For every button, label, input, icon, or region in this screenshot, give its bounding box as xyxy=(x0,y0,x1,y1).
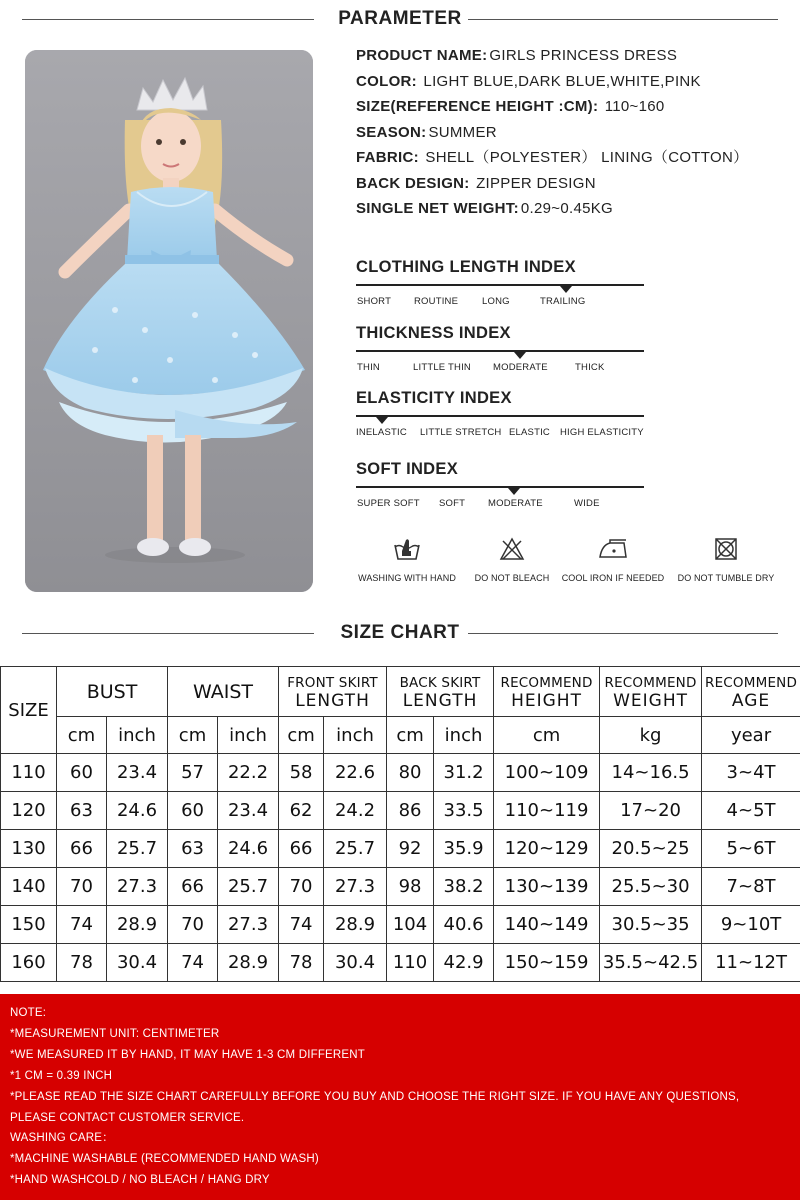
header-rule-right xyxy=(468,633,778,634)
index-scale-bar xyxy=(356,350,644,352)
param-value: LIGHT BLUE,DARK BLUE,WHITE,PINK xyxy=(418,72,701,90)
size-chart-table xyxy=(0,666,800,982)
table-cell: 25.7 xyxy=(107,830,168,868)
param-value: SHELL（POLYESTER） LINING（COTTON） xyxy=(420,149,749,166)
care-no-tumble-dry xyxy=(674,537,778,583)
param-product-name xyxy=(356,45,796,71)
index-title: SOFT INDEX xyxy=(356,460,459,478)
unit-cell: cm xyxy=(494,717,600,754)
product-photo xyxy=(25,50,313,592)
table-cell: 62 xyxy=(279,792,324,830)
table-cell: 57 xyxy=(168,754,218,792)
unit-cell: cm xyxy=(279,717,324,754)
table-cell: 74 xyxy=(279,906,324,944)
table-cell: 58 xyxy=(279,754,324,792)
table-cell: 140~149 xyxy=(494,906,600,944)
table-header-row xyxy=(1,667,800,717)
table-cell: 74 xyxy=(57,906,107,944)
table-cell: 78 xyxy=(279,944,324,982)
parameter-title: PARAMETER xyxy=(338,8,462,29)
table-body xyxy=(1,754,800,982)
table-cell: 70 xyxy=(279,868,324,906)
table-cell: 9~10T xyxy=(702,906,800,944)
table-cell: 66 xyxy=(57,830,107,868)
param-key: BACK DESIGN: xyxy=(356,174,470,192)
table-cell: 4~5T xyxy=(702,792,800,830)
note-line: NOTE: xyxy=(10,1007,47,1019)
index-label: SUPER SOFT xyxy=(357,498,420,509)
param-key: FABRIC: xyxy=(356,149,419,166)
table-cell: 17~20 xyxy=(600,792,702,830)
table-cell: 110~119 xyxy=(494,792,600,830)
index-label: THICK xyxy=(575,362,605,373)
header-line: LENGTH xyxy=(295,690,370,711)
param-color xyxy=(356,71,796,97)
table-row xyxy=(1,830,800,868)
rec-weight-header xyxy=(600,667,702,717)
rec-height-header xyxy=(494,667,600,717)
index-marker-icon xyxy=(508,488,520,495)
index-label: HIGH ELASTICITY xyxy=(560,427,644,438)
param-fabric xyxy=(356,147,796,173)
index-label: SOFT xyxy=(439,498,466,509)
table-cell: 63 xyxy=(57,792,107,830)
size-chart-title: SIZE CHART xyxy=(340,622,460,643)
unit-cell: inch xyxy=(218,717,279,754)
table-cell: 60 xyxy=(168,792,218,830)
param-net-weight xyxy=(356,198,796,224)
care-label: DO NOT BLEACH xyxy=(474,573,550,583)
table-cell: 63 xyxy=(168,830,218,868)
table-cell: 74 xyxy=(168,944,218,982)
table-cell: 130~139 xyxy=(494,868,600,906)
param-key: SINGLE NET WEIGHT: xyxy=(356,200,519,217)
index-label: INELASTIC xyxy=(356,427,407,438)
table-cell: 7~8T xyxy=(702,868,800,906)
header-line: RECOMMEND xyxy=(500,674,593,691)
header-line: WEIGHT xyxy=(613,690,688,711)
unit-cell: year xyxy=(702,717,800,754)
table-row xyxy=(1,944,800,982)
table-cell: 14~16.5 xyxy=(600,754,702,792)
table-cell: 24.2 xyxy=(324,792,387,830)
table-cell: 31.2 xyxy=(434,754,494,792)
param-value: 110~160 xyxy=(600,98,665,115)
index-title: CLOTHING LENGTH INDEX xyxy=(356,258,576,276)
back-skirt-header xyxy=(387,667,494,717)
size-cell: 140 xyxy=(1,868,57,906)
soft-index xyxy=(356,460,646,520)
note-line: *MEASUREMENT UNIT: CENTIMETER xyxy=(10,1027,220,1040)
table-cell: 28.9 xyxy=(107,906,168,944)
table-cell: 25.7 xyxy=(218,868,279,906)
size-cell: 160 xyxy=(1,944,57,982)
note-line: WASHING CARE： xyxy=(10,1132,114,1145)
table-cell: 5~6T xyxy=(702,830,800,868)
size-cell: 130 xyxy=(1,830,57,868)
index-scale-bar xyxy=(356,284,644,286)
header-line: RECOMMEND xyxy=(604,674,697,691)
table-cell: 70 xyxy=(168,906,218,944)
table-cell: 78 xyxy=(57,944,107,982)
note-line: *MACHINE WASHABLE (RECOMMENDED HAND WASH) xyxy=(10,1153,319,1166)
table-row xyxy=(1,754,800,792)
table-cell: 24.6 xyxy=(218,830,279,868)
header-line: LENGTH xyxy=(402,690,478,711)
header-line: BACK SKIRT xyxy=(399,674,481,691)
care-label: WASHING WITH HAND xyxy=(358,573,456,583)
param-key: PRODUCT NAME: xyxy=(356,47,488,64)
notes-panel xyxy=(0,994,800,1200)
table-cell: 28.9 xyxy=(324,906,387,944)
header-line: AGE xyxy=(731,690,771,711)
girl-in-dress-illustration xyxy=(25,50,313,592)
table-cell: 30.4 xyxy=(107,944,168,982)
cool-iron-icon xyxy=(596,537,630,561)
size-cell: 120 xyxy=(1,792,57,830)
table-cell: 23.4 xyxy=(218,792,279,830)
index-label: SHORT xyxy=(357,296,392,307)
index-label: TRAILING xyxy=(540,296,586,307)
table-cell: 150~159 xyxy=(494,944,600,982)
index-label: WIDE xyxy=(574,498,600,509)
param-key: SEASON: xyxy=(356,123,427,141)
table-cell: 25.7 xyxy=(324,830,387,868)
index-label: LITTLE STRETCH xyxy=(420,427,502,438)
index-scale-bar xyxy=(356,415,644,417)
care-cool-iron xyxy=(560,537,666,583)
table-cell: 23.4 xyxy=(107,754,168,792)
unit-cell: cm xyxy=(387,717,434,754)
table-cell: 92 xyxy=(387,830,434,868)
table-cell: 27.3 xyxy=(218,906,279,944)
elasticity-index xyxy=(356,389,646,449)
table-cell: 28.9 xyxy=(218,944,279,982)
table-cell: 30.4 xyxy=(324,944,387,982)
table-cell: 40.6 xyxy=(434,906,494,944)
index-scale-bar xyxy=(356,486,644,488)
table-unit-row xyxy=(1,717,800,754)
param-value: SUMMER xyxy=(428,123,497,141)
do-not-bleach-icon xyxy=(499,537,525,561)
unit-cell: cm xyxy=(57,717,107,754)
param-back-design xyxy=(356,173,796,199)
note-line: *HAND WASHCOLD / NO BLEACH / HANG DRY xyxy=(10,1174,270,1187)
index-label: ROUTINE xyxy=(414,296,459,307)
care-label: COOL IRON IF NEEDED xyxy=(561,573,665,583)
table-cell: 30.5~35 xyxy=(600,906,702,944)
table-cell: 22.2 xyxy=(218,754,279,792)
param-key: COLOR: xyxy=(356,72,417,90)
care-label: DO NOT TUMBLE DRY xyxy=(677,573,775,583)
table-cell: 38.2 xyxy=(434,868,494,906)
table-cell: 11~12T xyxy=(702,944,800,982)
bust-header: BUST xyxy=(57,667,168,717)
index-marker-icon xyxy=(376,417,388,424)
unit-cell: inch xyxy=(107,717,168,754)
param-size xyxy=(356,96,796,122)
index-label: MODERATE xyxy=(493,362,548,373)
table-cell: 33.5 xyxy=(434,792,494,830)
note-line: *PLEASE READ THE SIZE CHART CAREFULLY BEFORE YOU BUY AND CHOOSE THE RIGHT SIZE. IF YOU HAVE ANY QUESTIONS, xyxy=(10,1090,740,1103)
index-label: ELASTIC xyxy=(509,427,550,438)
note-line: *1 CM = 0.39 INCH xyxy=(10,1069,113,1082)
unit-cell: inch xyxy=(324,717,387,754)
table-cell: 25.5~30 xyxy=(600,868,702,906)
table-cell: 98 xyxy=(387,868,434,906)
size-header: SIZE xyxy=(1,667,57,754)
rec-age-header xyxy=(702,667,800,717)
header-rule-right xyxy=(468,19,778,20)
size-chart-header xyxy=(0,622,800,646)
table-cell: 104 xyxy=(387,906,434,944)
table-cell: 22.6 xyxy=(324,754,387,792)
header-line: HEIGHT xyxy=(511,690,582,711)
param-key: SIZE(REFERENCE HEIGHT :CM): xyxy=(356,98,599,115)
table-cell: 110 xyxy=(387,944,434,982)
size-cell: 110 xyxy=(1,754,57,792)
table-cell: 86 xyxy=(387,792,434,830)
table-cell: 35.5~42.5 xyxy=(600,944,702,982)
table-cell: 66 xyxy=(279,830,324,868)
hand-wash-icon xyxy=(393,537,421,561)
param-value: ZIPPER DESIGN xyxy=(471,174,596,192)
unit-cell: kg xyxy=(600,717,702,754)
parameter-header xyxy=(0,8,800,32)
parameter-list xyxy=(356,45,796,224)
param-value: 0.29~0.45KG xyxy=(520,200,614,217)
index-label: LITTLE THIN xyxy=(413,362,471,373)
param-value: GIRLS PRINCESS DRESS xyxy=(489,47,678,64)
table-cell: 42.9 xyxy=(434,944,494,982)
table-cell: 3~4T xyxy=(702,754,800,792)
clothing-length-index xyxy=(356,258,646,318)
index-marker-icon xyxy=(514,352,526,359)
unit-cell: inch xyxy=(434,717,494,754)
do-not-tumble-dry-icon xyxy=(713,537,739,561)
care-hand-wash xyxy=(352,537,462,583)
note-line: *WE MEASURED IT BY HAND, IT MAY HAVE 1-3 CM DIFFERENT xyxy=(10,1048,366,1061)
index-label: MODERATE xyxy=(488,498,543,509)
table-cell: 100~109 xyxy=(494,754,600,792)
size-cell: 150 xyxy=(1,906,57,944)
header-line: FRONT SKIRT xyxy=(287,674,378,691)
index-label: LONG xyxy=(482,296,510,307)
table-cell: 35.9 xyxy=(434,830,494,868)
table-cell: 24.6 xyxy=(107,792,168,830)
care-no-bleach xyxy=(470,537,554,583)
table-row xyxy=(1,906,800,944)
waist-header: WAIST xyxy=(168,667,279,717)
front-skirt-header xyxy=(279,667,387,717)
table-cell: 27.3 xyxy=(107,868,168,906)
table-cell: 27.3 xyxy=(324,868,387,906)
index-label: THIN xyxy=(357,362,380,373)
param-season xyxy=(356,122,796,148)
header-line: RECOMMEND xyxy=(705,674,798,691)
table-cell: 66 xyxy=(168,868,218,906)
index-title: THICKNESS INDEX xyxy=(356,324,511,342)
table-cell: 70 xyxy=(57,868,107,906)
table-row xyxy=(1,792,800,830)
table-cell: 80 xyxy=(387,754,434,792)
index-marker-icon xyxy=(560,286,572,293)
table-cell: 20.5~25 xyxy=(600,830,702,868)
table-cell: 60 xyxy=(57,754,107,792)
table-cell: 120~129 xyxy=(494,830,600,868)
note-line: PLEASE CONTACT CUSTOMER SERVICE. xyxy=(10,1111,245,1124)
table-row xyxy=(1,868,800,906)
index-title: ELASTICITY INDEX xyxy=(356,389,512,407)
thickness-index xyxy=(356,324,646,384)
unit-cell: cm xyxy=(168,717,218,754)
